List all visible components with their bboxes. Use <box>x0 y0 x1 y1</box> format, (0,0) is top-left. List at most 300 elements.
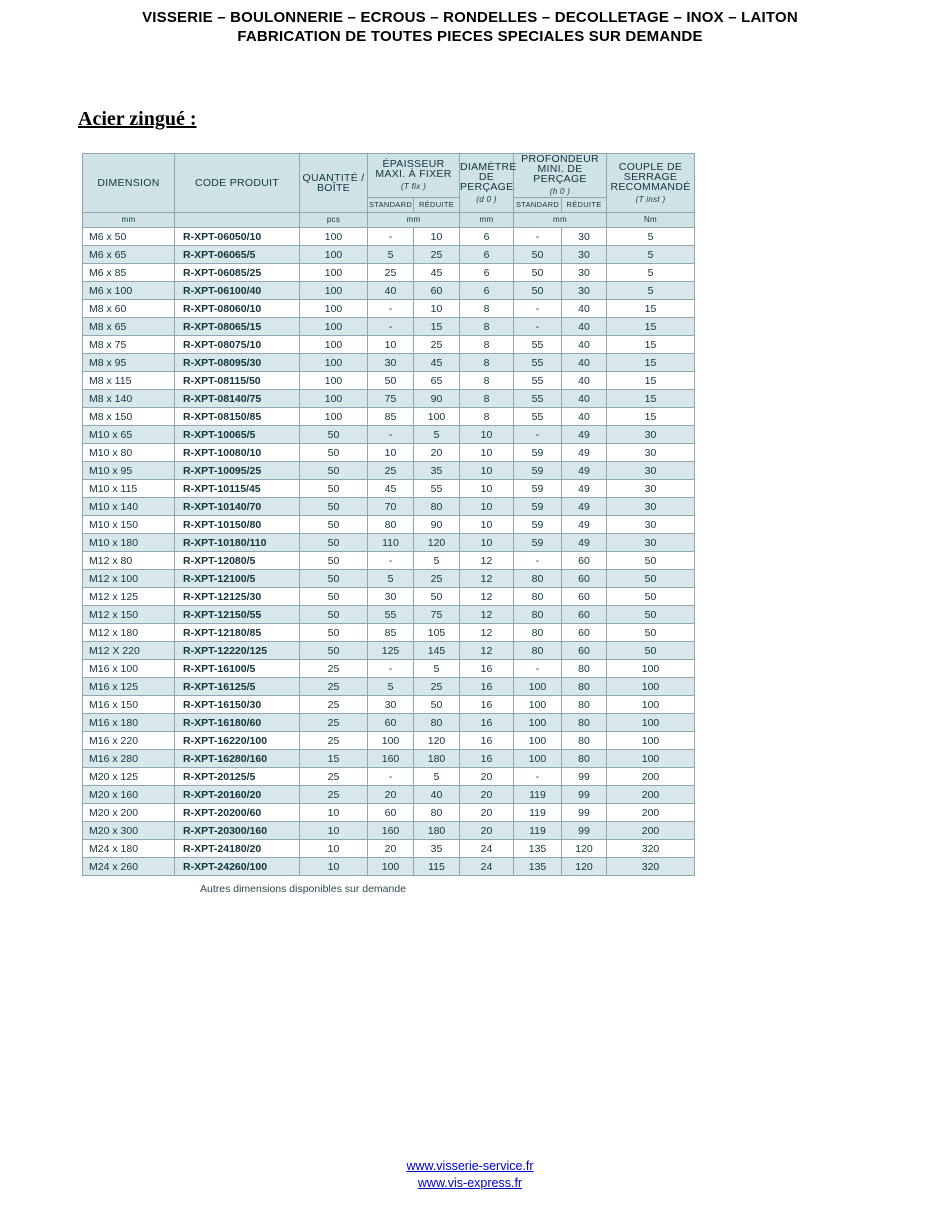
cell-epaisseur-standard: 160 <box>368 822 414 840</box>
cell-couple: 5 <box>607 228 695 246</box>
cell-dimension: M12 x 80 <box>83 552 175 570</box>
cell-epaisseur-standard: 30 <box>368 354 414 372</box>
cell-dimension: M20 x 300 <box>83 822 175 840</box>
cell-epaisseur-standard: - <box>368 660 414 678</box>
cell-dimension: M16 x 150 <box>83 696 175 714</box>
document-footer <box>0 1158 940 1192</box>
header-row-units <box>83 213 695 228</box>
cell-dimension: M10 x 115 <box>83 480 175 498</box>
cell-profondeur-reduite: 49 <box>562 462 607 480</box>
col-header-epaisseur-label: ÉPAISSEUR MAXI. À FIXER <box>375 158 452 180</box>
cell-epaisseur-standard: 50 <box>368 372 414 390</box>
cell-couple: 30 <box>607 534 695 552</box>
cell-quantite: 50 <box>300 462 368 480</box>
cell-epaisseur-reduite: 145 <box>414 642 460 660</box>
cell-dimension: M10 x 150 <box>83 516 175 534</box>
cell-diametre: 12 <box>460 606 514 624</box>
cell-code-produit: R-XPT-20125/5 <box>175 768 300 786</box>
cell-epaisseur-reduite: 120 <box>414 534 460 552</box>
cell-profondeur-standard: 119 <box>514 786 562 804</box>
cell-profondeur-standard: 100 <box>514 714 562 732</box>
cell-profondeur-reduite: 49 <box>562 498 607 516</box>
table-row <box>83 714 695 732</box>
cell-diametre: 16 <box>460 678 514 696</box>
cell-dimension: M8 x 65 <box>83 318 175 336</box>
cell-profondeur-reduite: 99 <box>562 822 607 840</box>
cell-profondeur-standard: 59 <box>514 480 562 498</box>
cell-code-produit: R-XPT-08075/10 <box>175 336 300 354</box>
cell-couple: 5 <box>607 282 695 300</box>
cell-epaisseur-standard: 5 <box>368 678 414 696</box>
cell-profondeur-reduite: 60 <box>562 642 607 660</box>
unit-quantite: pcs <box>300 213 368 228</box>
cell-diametre: 8 <box>460 354 514 372</box>
cell-code-produit: R-XPT-12100/5 <box>175 570 300 588</box>
cell-epaisseur-standard: 5 <box>368 246 414 264</box>
cell-diametre: 16 <box>460 696 514 714</box>
cell-code-produit: R-XPT-08150/85 <box>175 408 300 426</box>
cell-profondeur-reduite: 49 <box>562 534 607 552</box>
footer-link-vis-express[interactable]: www.vis-express.fr <box>417 1176 523 1190</box>
cell-epaisseur-standard: 40 <box>368 282 414 300</box>
cell-couple: 15 <box>607 318 695 336</box>
cell-dimension: M20 x 125 <box>83 768 175 786</box>
col-header-dimension: DIMENSION <box>83 154 175 213</box>
cell-epaisseur-reduite: 5 <box>414 768 460 786</box>
document-header <box>0 0 940 46</box>
table-row <box>83 228 695 246</box>
cell-epaisseur-reduite: 105 <box>414 624 460 642</box>
cell-epaisseur-standard: 85 <box>368 624 414 642</box>
cell-profondeur-reduite: 40 <box>562 300 607 318</box>
table-row <box>83 840 695 858</box>
cell-couple: 320 <box>607 858 695 876</box>
cell-profondeur-reduite: 80 <box>562 678 607 696</box>
cell-quantite: 10 <box>300 822 368 840</box>
cell-profondeur-standard: 50 <box>514 246 562 264</box>
col-header-profondeur <box>514 154 607 198</box>
table-note: Autres dimensions disponibles sur demande <box>200 883 407 895</box>
cell-profondeur-standard: 55 <box>514 336 562 354</box>
cell-couple: 50 <box>607 642 695 660</box>
cell-quantite: 50 <box>300 426 368 444</box>
table-row <box>83 732 695 750</box>
cell-dimension: M6 x 50 <box>83 228 175 246</box>
cell-dimension: M20 x 200 <box>83 804 175 822</box>
cell-profondeur-standard: 100 <box>514 750 562 768</box>
cell-diametre: 8 <box>460 318 514 336</box>
col-header-couple <box>607 154 695 213</box>
cell-profondeur-reduite: 40 <box>562 372 607 390</box>
cell-profondeur-standard: 80 <box>514 624 562 642</box>
cell-quantite: 50 <box>300 570 368 588</box>
cell-diametre: 20 <box>460 786 514 804</box>
cell-code-produit: R-XPT-24180/20 <box>175 840 300 858</box>
page-title: Acier zingué : <box>78 108 197 130</box>
cell-dimension: M16 x 100 <box>83 660 175 678</box>
cell-epaisseur-reduite: 180 <box>414 750 460 768</box>
cell-profondeur-standard: 59 <box>514 444 562 462</box>
cell-code-produit: R-XPT-12080/5 <box>175 552 300 570</box>
cell-profondeur-standard: - <box>514 768 562 786</box>
cell-profondeur-standard: 80 <box>514 570 562 588</box>
header-line-1: VISSERIE – BOULONNERIE – ECROUS – RONDELLES – DECOLLETAGE – INOX – LAITON <box>142 9 798 26</box>
table-row <box>83 516 695 534</box>
cell-diametre: 24 <box>460 840 514 858</box>
cell-couple: 100 <box>607 696 695 714</box>
cell-epaisseur-standard: - <box>368 300 414 318</box>
col-header-quantite: QUANTITÉ / BOÎTE <box>300 154 368 213</box>
cell-couple: 200 <box>607 786 695 804</box>
cell-quantite: 50 <box>300 516 368 534</box>
cell-epaisseur-standard: 10 <box>368 336 414 354</box>
cell-quantite: 100 <box>300 300 368 318</box>
col-header-diametre-symbol: (d 0 ) <box>476 194 497 204</box>
cell-code-produit: R-XPT-10180/110 <box>175 534 300 552</box>
cell-profondeur-reduite: 80 <box>562 750 607 768</box>
cell-code-produit: R-XPT-10065/5 <box>175 426 300 444</box>
cell-code-produit: R-XPT-20200/60 <box>175 804 300 822</box>
table-row <box>83 336 695 354</box>
cell-epaisseur-reduite: 80 <box>414 714 460 732</box>
cell-epaisseur-standard: 30 <box>368 588 414 606</box>
cell-profondeur-standard: 119 <box>514 804 562 822</box>
cell-profondeur-reduite: 40 <box>562 354 607 372</box>
table-row <box>83 462 695 480</box>
cell-epaisseur-reduite: 45 <box>414 264 460 282</box>
table-row <box>83 390 695 408</box>
cell-epaisseur-reduite: 5 <box>414 660 460 678</box>
cell-profondeur-reduite: 80 <box>562 696 607 714</box>
table-row <box>83 786 695 804</box>
cell-profondeur-standard: 59 <box>514 534 562 552</box>
cell-profondeur-reduite: 49 <box>562 480 607 498</box>
table-row <box>83 354 695 372</box>
cell-quantite: 100 <box>300 336 368 354</box>
col-header-code-produit: CODE PRODUIT <box>175 154 300 213</box>
cell-quantite: 100 <box>300 372 368 390</box>
cell-profondeur-reduite: 30 <box>562 282 607 300</box>
cell-diametre: 10 <box>460 516 514 534</box>
cell-profondeur-reduite: 60 <box>562 606 607 624</box>
cell-profondeur-standard: 80 <box>514 642 562 660</box>
cell-couple: 15 <box>607 300 695 318</box>
cell-epaisseur-standard: 80 <box>368 516 414 534</box>
cell-profondeur-standard: 135 <box>514 858 562 876</box>
cell-dimension: M12 X 220 <box>83 642 175 660</box>
unit-code <box>175 213 300 228</box>
table-row <box>83 606 695 624</box>
cell-dimension: M10 x 180 <box>83 534 175 552</box>
cell-couple: 15 <box>607 372 695 390</box>
cell-code-produit: R-XPT-12180/85 <box>175 624 300 642</box>
cell-epaisseur-reduite: 25 <box>414 246 460 264</box>
cell-couple: 15 <box>607 390 695 408</box>
cell-profondeur-standard: - <box>514 552 562 570</box>
cell-profondeur-standard: 55 <box>514 408 562 426</box>
table-row <box>83 534 695 552</box>
cell-epaisseur-standard: - <box>368 426 414 444</box>
cell-quantite: 50 <box>300 606 368 624</box>
col-header-profondeur-label: PROFONDEUR MINI. DE PERÇAGE <box>521 153 599 185</box>
cell-quantite: 25 <box>300 660 368 678</box>
table-row <box>83 246 695 264</box>
cell-couple: 50 <box>607 624 695 642</box>
table-row <box>83 498 695 516</box>
cell-dimension: M20 x 160 <box>83 786 175 804</box>
col-header-epaisseur <box>368 154 460 198</box>
cell-code-produit: R-XPT-10095/25 <box>175 462 300 480</box>
cell-profondeur-reduite: 99 <box>562 768 607 786</box>
cell-couple: 200 <box>607 768 695 786</box>
cell-diametre: 8 <box>460 300 514 318</box>
cell-epaisseur-reduite: 65 <box>414 372 460 390</box>
cell-dimension: M12 x 150 <box>83 606 175 624</box>
cell-profondeur-standard: 100 <box>514 732 562 750</box>
cell-diametre: 6 <box>460 246 514 264</box>
cell-profondeur-reduite: 40 <box>562 390 607 408</box>
cell-diametre: 10 <box>460 426 514 444</box>
cell-diametre: 12 <box>460 588 514 606</box>
cell-code-produit: R-XPT-16180/60 <box>175 714 300 732</box>
cell-couple: 50 <box>607 588 695 606</box>
cell-code-produit: R-XPT-08095/30 <box>175 354 300 372</box>
cell-quantite: 50 <box>300 624 368 642</box>
cell-profondeur-reduite: 40 <box>562 408 607 426</box>
cell-profondeur-reduite: 120 <box>562 858 607 876</box>
cell-profondeur-reduite: 30 <box>562 246 607 264</box>
cell-quantite: 50 <box>300 498 368 516</box>
spec-table-head <box>83 154 695 228</box>
cell-profondeur-reduite: 30 <box>562 264 607 282</box>
cell-dimension: M16 x 180 <box>83 714 175 732</box>
cell-diametre: 10 <box>460 444 514 462</box>
table-row <box>83 858 695 876</box>
cell-code-produit: R-XPT-20160/20 <box>175 786 300 804</box>
cell-diametre: 16 <box>460 750 514 768</box>
cell-diametre: 20 <box>460 822 514 840</box>
cell-couple: 30 <box>607 516 695 534</box>
cell-diametre: 12 <box>460 624 514 642</box>
cell-dimension: M24 x 180 <box>83 840 175 858</box>
cell-couple: 100 <box>607 678 695 696</box>
cell-dimension: M12 x 180 <box>83 624 175 642</box>
cell-code-produit: R-XPT-06050/10 <box>175 228 300 246</box>
cell-profondeur-reduite: 60 <box>562 624 607 642</box>
cell-quantite: 25 <box>300 732 368 750</box>
col-header-profondeur-reduite: RÉDUITE <box>562 198 607 213</box>
table-row <box>83 678 695 696</box>
cell-couple: 15 <box>607 354 695 372</box>
cell-epaisseur-reduite: 15 <box>414 318 460 336</box>
cell-quantite: 25 <box>300 714 368 732</box>
col-header-epaisseur-symbol: (T fix ) <box>400 182 427 191</box>
cell-quantite: 100 <box>300 408 368 426</box>
cell-quantite: 100 <box>300 246 368 264</box>
cell-epaisseur-reduite: 10 <box>414 228 460 246</box>
table-row <box>83 822 695 840</box>
cell-profondeur-reduite: 99 <box>562 786 607 804</box>
cell-quantite: 50 <box>300 642 368 660</box>
cell-code-produit: R-XPT-12150/55 <box>175 606 300 624</box>
cell-diametre: 16 <box>460 732 514 750</box>
cell-diametre: 16 <box>460 714 514 732</box>
footer-link-visserie-service[interactable]: www.visserie-service.fr <box>406 1159 534 1173</box>
table-row <box>83 552 695 570</box>
cell-profondeur-reduite: 49 <box>562 426 607 444</box>
cell-diametre: 12 <box>460 570 514 588</box>
cell-quantite: 25 <box>300 678 368 696</box>
cell-quantite: 10 <box>300 858 368 876</box>
cell-diametre: 24 <box>460 858 514 876</box>
cell-quantite: 50 <box>300 480 368 498</box>
cell-code-produit: R-XPT-16150/30 <box>175 696 300 714</box>
cell-profondeur-reduite: 60 <box>562 588 607 606</box>
col-header-couple-symbol: (T inst ) <box>635 194 666 204</box>
cell-dimension: M10 x 95 <box>83 462 175 480</box>
cell-couple: 200 <box>607 804 695 822</box>
cell-epaisseur-standard: 125 <box>368 642 414 660</box>
cell-diametre: 20 <box>460 804 514 822</box>
cell-quantite: 25 <box>300 768 368 786</box>
cell-dimension: M6 x 100 <box>83 282 175 300</box>
table-row <box>83 300 695 318</box>
cell-couple: 320 <box>607 840 695 858</box>
cell-profondeur-reduite: 120 <box>562 840 607 858</box>
cell-code-produit: R-XPT-16220/100 <box>175 732 300 750</box>
cell-diametre: 6 <box>460 228 514 246</box>
cell-epaisseur-reduite: 50 <box>414 696 460 714</box>
cell-profondeur-reduite: 30 <box>562 228 607 246</box>
cell-epaisseur-standard: 25 <box>368 264 414 282</box>
cell-couple: 100 <box>607 750 695 768</box>
cell-dimension: M12 x 125 <box>83 588 175 606</box>
cell-diametre: 8 <box>460 408 514 426</box>
cell-diametre: 8 <box>460 372 514 390</box>
cell-epaisseur-reduite: 5 <box>414 552 460 570</box>
col-header-epaisseur-standard: STANDARD <box>368 198 414 213</box>
cell-profondeur-standard: 50 <box>514 282 562 300</box>
cell-couple: 30 <box>607 462 695 480</box>
cell-profondeur-standard: - <box>514 660 562 678</box>
cell-code-produit: R-XPT-16280/160 <box>175 750 300 768</box>
cell-couple: 100 <box>607 714 695 732</box>
col-header-diametre-label: DIAMÈTRE DE PERÇAGE <box>460 160 517 193</box>
cell-diametre: 12 <box>460 552 514 570</box>
cell-profondeur-standard: - <box>514 318 562 336</box>
cell-couple: 30 <box>607 444 695 462</box>
cell-epaisseur-reduite: 35 <box>414 462 460 480</box>
cell-epaisseur-reduite: 90 <box>414 390 460 408</box>
cell-epaisseur-reduite: 120 <box>414 732 460 750</box>
cell-epaisseur-standard: 100 <box>368 858 414 876</box>
cell-dimension: M8 x 75 <box>83 336 175 354</box>
cell-profondeur-standard: 80 <box>514 588 562 606</box>
cell-epaisseur-reduite: 75 <box>414 606 460 624</box>
cell-dimension: M6 x 85 <box>83 264 175 282</box>
cell-epaisseur-standard: 160 <box>368 750 414 768</box>
cell-epaisseur-reduite: 60 <box>414 282 460 300</box>
cell-profondeur-standard: 50 <box>514 264 562 282</box>
cell-code-produit: R-XPT-06085/25 <box>175 264 300 282</box>
cell-dimension: M12 x 100 <box>83 570 175 588</box>
cell-profondeur-reduite: 80 <box>562 660 607 678</box>
table-row <box>83 372 695 390</box>
cell-quantite: 100 <box>300 228 368 246</box>
table-row <box>83 804 695 822</box>
cell-profondeur-standard: 135 <box>514 840 562 858</box>
cell-epaisseur-standard: 20 <box>368 840 414 858</box>
cell-profondeur-standard: 59 <box>514 462 562 480</box>
table-row <box>83 264 695 282</box>
cell-dimension: M8 x 95 <box>83 354 175 372</box>
cell-epaisseur-reduite: 20 <box>414 444 460 462</box>
cell-code-produit: R-XPT-08065/15 <box>175 318 300 336</box>
table-row <box>83 768 695 786</box>
cell-quantite: 25 <box>300 696 368 714</box>
cell-dimension: M16 x 280 <box>83 750 175 768</box>
cell-epaisseur-standard: 75 <box>368 390 414 408</box>
col-header-profondeur-standard: STANDARD <box>514 198 562 213</box>
cell-code-produit: R-XPT-10115/45 <box>175 480 300 498</box>
cell-dimension: M16 x 125 <box>83 678 175 696</box>
cell-epaisseur-reduite: 40 <box>414 786 460 804</box>
cell-couple: 50 <box>607 606 695 624</box>
cell-diametre: 10 <box>460 462 514 480</box>
cell-couple: 30 <box>607 480 695 498</box>
cell-epaisseur-standard: 60 <box>368 804 414 822</box>
cell-profondeur-standard: 100 <box>514 678 562 696</box>
cell-dimension: M10 x 80 <box>83 444 175 462</box>
cell-code-produit: R-XPT-10080/10 <box>175 444 300 462</box>
table-row <box>83 624 695 642</box>
cell-couple: 50 <box>607 570 695 588</box>
cell-quantite: 10 <box>300 840 368 858</box>
cell-epaisseur-reduite: 100 <box>414 408 460 426</box>
cell-epaisseur-standard: 25 <box>368 462 414 480</box>
cell-profondeur-reduite: 99 <box>562 804 607 822</box>
cell-quantite: 50 <box>300 552 368 570</box>
cell-profondeur-standard: 59 <box>514 498 562 516</box>
cell-dimension: M8 x 115 <box>83 372 175 390</box>
cell-profondeur-standard: 55 <box>514 372 562 390</box>
cell-couple: 50 <box>607 552 695 570</box>
table-row <box>83 318 695 336</box>
cell-dimension: M16 x 220 <box>83 732 175 750</box>
cell-diametre: 8 <box>460 336 514 354</box>
col-header-epaisseur-reduite: RÉDUITE <box>414 198 460 213</box>
col-header-profondeur-symbol: (h 0 ) <box>549 187 571 196</box>
cell-epaisseur-reduite: 5 <box>414 426 460 444</box>
cell-dimension: M24 x 260 <box>83 858 175 876</box>
cell-profondeur-standard: 80 <box>514 606 562 624</box>
cell-dimension: M6 x 65 <box>83 246 175 264</box>
cell-profondeur-standard: 100 <box>514 696 562 714</box>
cell-epaisseur-reduite: 80 <box>414 498 460 516</box>
cell-profondeur-reduite: 80 <box>562 732 607 750</box>
cell-couple: 100 <box>607 660 695 678</box>
cell-profondeur-standard: - <box>514 228 562 246</box>
unit-diametre: mm <box>460 213 514 228</box>
cell-diametre: 10 <box>460 480 514 498</box>
cell-quantite: 100 <box>300 390 368 408</box>
cell-epaisseur-standard: - <box>368 318 414 336</box>
table-row <box>83 570 695 588</box>
cell-dimension: M8 x 60 <box>83 300 175 318</box>
table-row <box>83 426 695 444</box>
cell-profondeur-standard: 55 <box>514 390 562 408</box>
cell-code-produit: R-XPT-24260/100 <box>175 858 300 876</box>
